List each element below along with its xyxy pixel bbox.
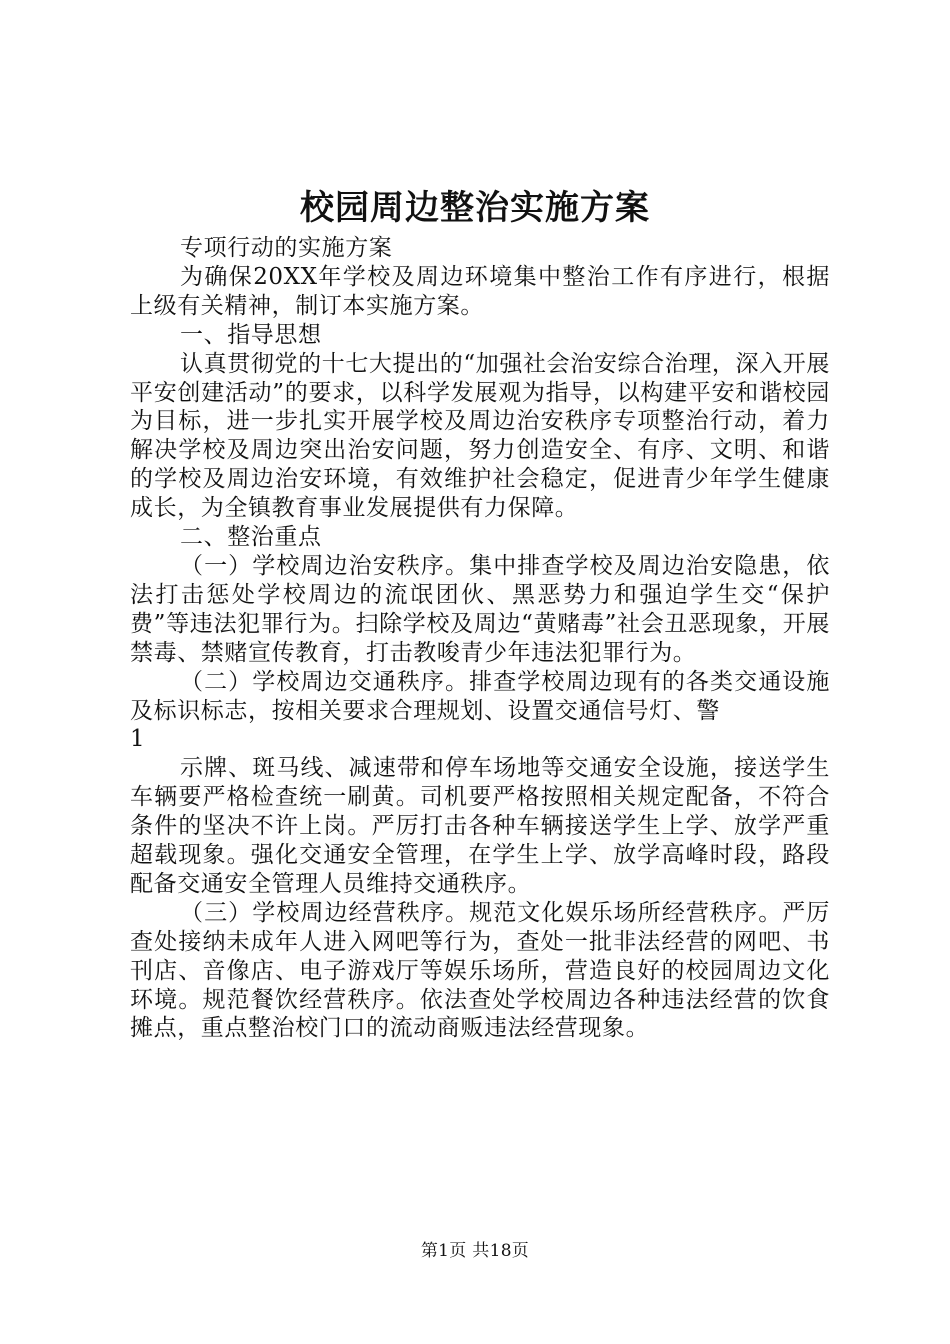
document-title: 校园周边整治实施方案 — [300, 188, 650, 228]
paragraph-traffic-order-continued: 示牌、斑马线、减速带和停车场地等交通安全设施，接送学生车辆要严格检查统一刷黄。司机要严格按照相关规定配备，不符合条件的坚决不许上岗。严厉打击各种车辆接送学生上学、放学严重超载现象。强化交通安全管理，在学生上学、放学高峰时段，路段配备交通安全管理人员维持交通秩序。 — [130, 755, 830, 897]
section-heading-guiding-ideology: 一、指导思想 — [180, 321, 322, 348]
paragraph-business-order: （三）学校周边经营秩序。规范文化娱乐场所经营秩序。严厉查处接纳未成年人进入网吧等行为，查处一批非法经营的网吧、书刊店、音像店、电子游戏厅等娱乐场所，营造良好的校园周边文化环境。规范餐饮经营秩序。依法查处学校周边各种违法经营的饮食摊点，重点整治校门口的流动商贩违法经营现象。 — [130, 899, 830, 1042]
paragraph-traffic-order: （二）学校周边交通秩序。排查学校周边现有的各类交通设施及标识标志，按相关要求合理规划、设置交通信号灯、警 — [130, 668, 830, 724]
section-heading-key-points: 二、整治重点 — [180, 524, 322, 551]
paragraph-guiding-ideology: 认真贯彻党的十七大提出的“加强社会治安综合治理，深入开展平安创建活动”的要求，以科学发展观为指导，以构建平安和谐校园为目标，进一步扎实开展学校及周边治安秩序专项整治行动，着力解决学校及周边突出治安问题，努力创造安全、有序、文明、和谐的学校及周边治安环境，有效维护社会稳定，促进青少年学生健康成长，为全镇教育事业发展提供有力保障。 — [130, 350, 830, 522]
inline-page-number: 1 — [130, 726, 146, 753]
document-body — [130, 234, 830, 1043]
paragraph-intro-heading: 专项行动的实施方案 — [180, 235, 393, 261]
page-footer: 第1页 共18页 — [420, 1241, 530, 1261]
paragraph-public-order: （一）学校周边治安秩序。集中排查学校及周边治安隐患，依法打击惩处学校周边的流氓团伙、黑恶势力和强迫学生交“保护费”等违法犯罪行为。扫除学校及周边“黄赌毒”社会丑恶现象，开展禁毒、禁赌宣传教育，打击教唆青少年违法犯罪行为。 — [130, 552, 830, 666]
paragraph-purpose: 为确保20XX年学校及周边环境集中整治工作有序进行，根据上级有关精神，制订本实施方案。 — [130, 263, 830, 319]
